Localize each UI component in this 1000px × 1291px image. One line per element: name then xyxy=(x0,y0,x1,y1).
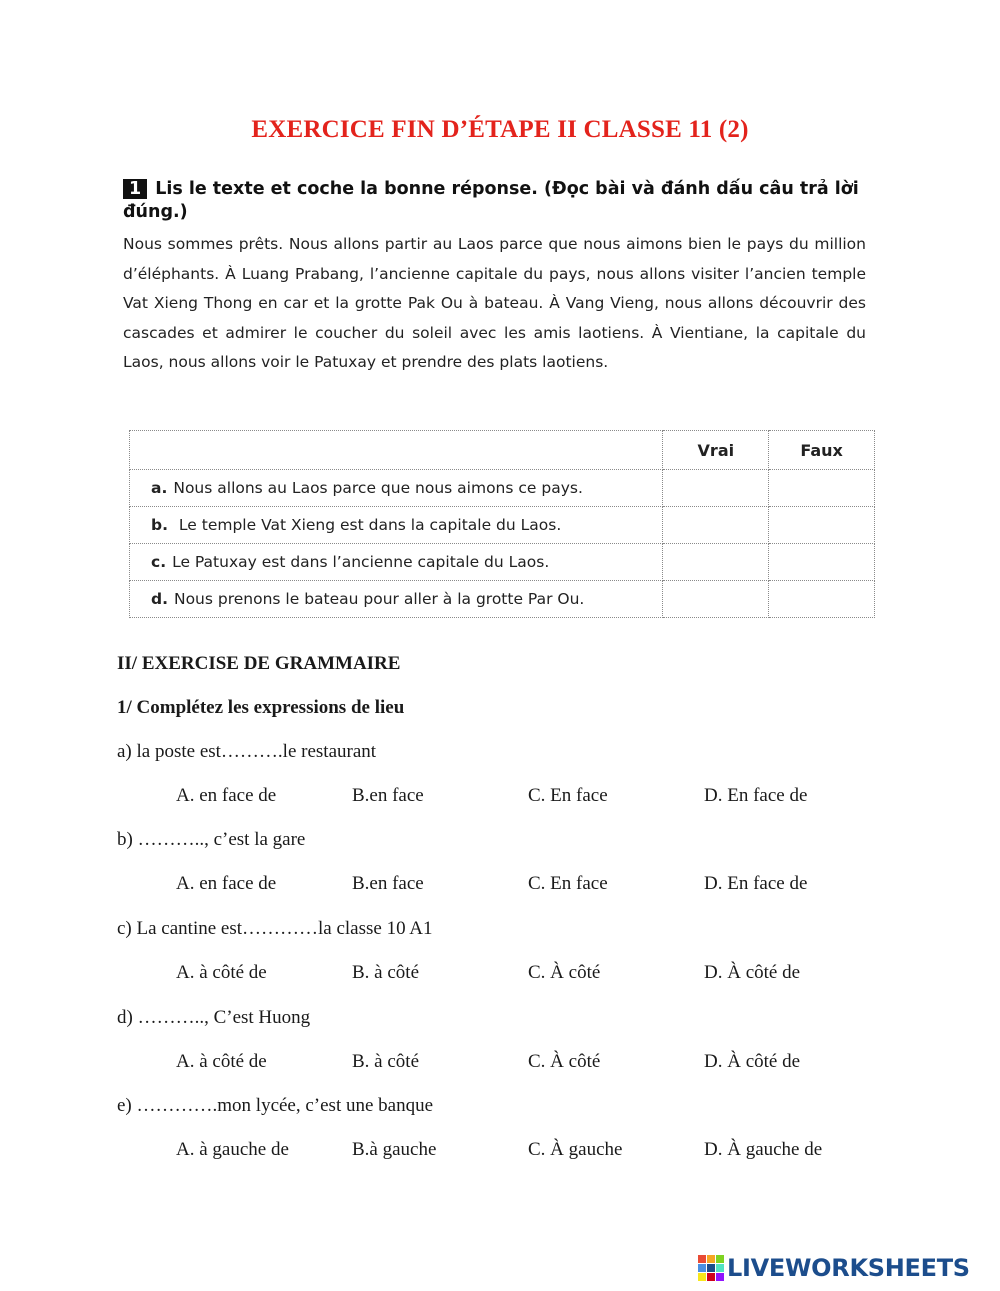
option-a-A[interactable]: A. en face de xyxy=(176,785,277,806)
option-e-A[interactable]: A. à gauche de xyxy=(176,1139,289,1160)
header-statement xyxy=(130,431,663,470)
vrai-checkbox-cell[interactable] xyxy=(663,507,769,544)
option-d-D[interactable]: D. À côté de xyxy=(704,1051,801,1072)
table-row xyxy=(130,544,875,581)
header-faux: Faux xyxy=(769,431,875,470)
reading-passage: Nous sommes prêts. Nous allons partir au Laos parce que nous aimons bien le pays du million d’éléphants. À Luang Prabang, l’ancienne capitale du pays, nous allons visiter l’ancien temple Vat Xieng Thong en car et la grotte Pak Ou à bateau. À Vang Vieng, nous allons découvrir des cascades et admirer le coucher du soleil avec les amis laotiens. À Vientiane, la capitale du Laos, nous allons voir le Patuxay et prendre des plats laotiens. xyxy=(123,235,866,372)
grammar-subtitle: 1/ Complétez les expressions de lieu xyxy=(117,697,405,718)
vrai-checkbox-cell[interactable] xyxy=(663,544,769,581)
option-e-D[interactable]: D. À gauche de xyxy=(704,1139,823,1160)
statement-text: Le temple Vat Xieng est dans la capitale du Laos. xyxy=(178,516,562,534)
grammar-section-title: II/ EXERCISE DE GRAMMAIRE xyxy=(117,653,401,674)
option-c-C[interactable]: C. À côté xyxy=(528,962,601,983)
statement-letter: b. xyxy=(151,516,168,534)
faux-checkbox-cell[interactable] xyxy=(769,470,875,507)
option-d-B[interactable]: B. à côté xyxy=(352,1051,420,1072)
worksheet-title: EXERCICE FIN D’ÉTAPE II CLASSE 11 (2) xyxy=(251,116,749,143)
option-e-C[interactable]: C. À gauche xyxy=(528,1139,623,1160)
question-prompt-a: a) la poste est……….le restaurant xyxy=(117,741,377,762)
statement-cell xyxy=(130,470,663,507)
logo-block xyxy=(698,1264,706,1272)
liveworksheets-logo xyxy=(698,1254,970,1282)
statement-letter: a. xyxy=(151,479,168,497)
option-c-B[interactable]: B. à côté xyxy=(352,962,420,983)
question-prompt-e: e) ………….mon lycée, c’est une banque xyxy=(117,1095,434,1116)
logo-block xyxy=(707,1273,715,1281)
option-a-B[interactable]: B.en face xyxy=(352,785,424,806)
question-prompt-c: c) La cantine est…………la classe 10 A1 xyxy=(117,918,433,939)
logo-block xyxy=(716,1273,724,1281)
logo-block xyxy=(698,1255,706,1263)
statement-cell xyxy=(130,581,663,618)
statement-letter: c. xyxy=(151,553,167,571)
option-b-C[interactable]: C. En face xyxy=(528,873,608,894)
statement-cell xyxy=(130,507,663,544)
logo-block xyxy=(707,1255,715,1263)
option-b-B[interactable]: B.en face xyxy=(352,873,424,894)
exercise-number-badge: 1 xyxy=(123,179,147,199)
option-d-A[interactable]: A. à côté de xyxy=(176,1051,267,1072)
question-prompt-b: b) ……….., c’est la gare xyxy=(117,829,306,850)
option-b-D[interactable]: D. En face de xyxy=(704,873,808,894)
logo-blocks-icon xyxy=(698,1255,724,1281)
option-a-D[interactable]: D. En face de xyxy=(704,785,808,806)
option-d-C[interactable]: C. À côté xyxy=(528,1051,601,1072)
header-vrai: Vrai xyxy=(663,431,769,470)
instruction-text: Lis le texte et coche la bonne réponse. (Đọc bài và đánh dấu câu trả lời đúng.) xyxy=(123,179,859,222)
faux-checkbox-cell[interactable] xyxy=(769,507,875,544)
logo-block xyxy=(698,1273,706,1281)
table-row xyxy=(130,470,875,507)
faux-checkbox-cell[interactable] xyxy=(769,581,875,618)
statement-letter: d. xyxy=(151,590,168,608)
statement-text: Nous prenons le bateau pour aller à la grotte Par Ou. xyxy=(173,590,585,608)
table-row xyxy=(130,507,875,544)
vrai-checkbox-cell[interactable] xyxy=(663,470,769,507)
statement-text: Nous allons au Laos parce que nous aimons ce pays. xyxy=(173,479,583,497)
faux-checkbox-cell[interactable] xyxy=(769,544,875,581)
logo-text: LIVEWORKSHEETS xyxy=(727,1254,970,1282)
option-b-A[interactable]: A. en face de xyxy=(176,873,277,894)
table-header-row xyxy=(130,431,875,470)
logo-block xyxy=(707,1264,715,1272)
option-e-B[interactable]: B.à gauche xyxy=(352,1139,437,1160)
option-a-C[interactable]: C. En face xyxy=(528,785,608,806)
true-false-table xyxy=(129,430,875,618)
statement-text: Le Patuxay est dans l’ancienne capitale du Laos. xyxy=(172,553,550,571)
table-row xyxy=(130,581,875,618)
statement-cell xyxy=(130,544,663,581)
option-c-D[interactable]: D. À côté de xyxy=(704,962,801,983)
logo-block xyxy=(716,1264,724,1272)
logo-block xyxy=(716,1255,724,1263)
question-prompt-d: d) ……….., C’est Huong xyxy=(117,1007,311,1028)
option-c-A[interactable]: A. à côté de xyxy=(176,962,267,983)
exercise-1-instruction xyxy=(123,178,873,224)
vrai-checkbox-cell[interactable] xyxy=(663,581,769,618)
